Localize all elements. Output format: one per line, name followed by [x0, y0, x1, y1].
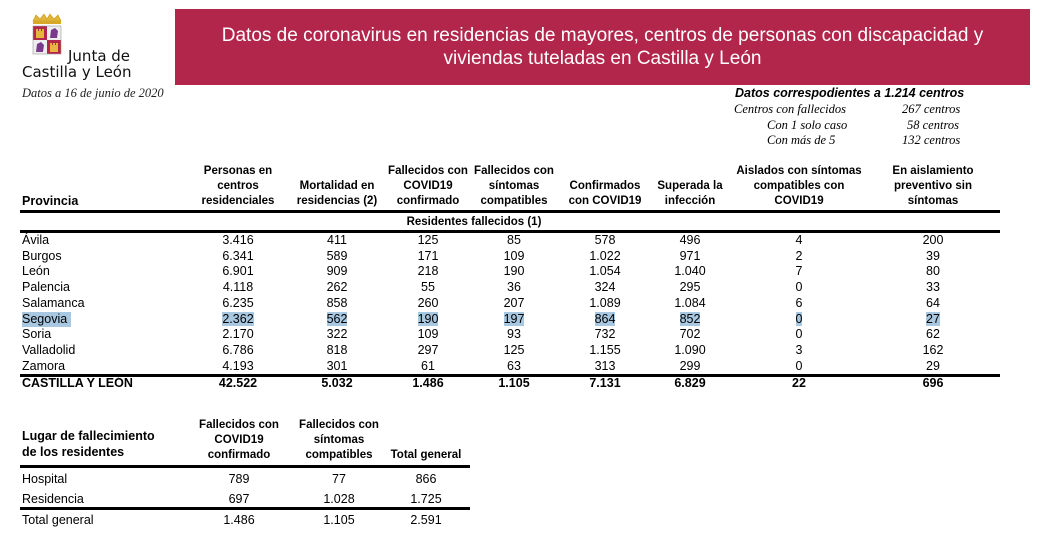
cell-col-7	[759, 312, 839, 327]
cell-col-7	[759, 296, 839, 311]
cell-value: 324	[594, 280, 616, 295]
cell-value: 909	[326, 264, 348, 279]
cell-col-7	[759, 343, 839, 358]
province-name: Palencia	[22, 280, 70, 295]
cell-value: 1.155	[589, 342, 621, 357]
cell-col-7	[759, 233, 839, 248]
cell-value: 125	[503, 342, 525, 357]
table-row-total	[0, 376, 1000, 391]
cell-col-8	[893, 327, 973, 342]
cell-value: 85	[507, 233, 521, 247]
cell-value: 732	[594, 327, 616, 342]
cell-col-4	[474, 296, 554, 311]
cell-value: 29	[926, 358, 940, 373]
province-name: Ávila	[22, 233, 50, 247]
table-row-valladolid	[0, 343, 1000, 358]
cell-value: 322	[326, 327, 348, 342]
cell-value: 0	[795, 311, 803, 326]
cell-value: 6.235	[222, 295, 254, 310]
place-header-col-2	[289, 418, 389, 463]
cell-value: 1.084	[674, 295, 706, 310]
cell-value: 262	[326, 280, 348, 295]
place-cell-col-1: 789	[228, 472, 250, 486]
cell-col-6	[650, 249, 730, 264]
table-row-zamora	[0, 359, 1000, 374]
header-col-8-line: preventivo sin	[894, 180, 972, 192]
province-name: Burgos	[22, 248, 62, 263]
header-col-7-line: Aislados con síntomas	[736, 165, 862, 177]
cell-col-6	[650, 312, 730, 327]
cell-value: 27	[926, 311, 940, 326]
place-cell-col-1: 697	[228, 492, 250, 506]
cell-value: 299	[679, 358, 701, 373]
place-header-col-1	[189, 418, 289, 463]
cell-value: 295	[679, 280, 701, 295]
total-col-4: 1.105	[498, 376, 530, 390]
cell-value: 562	[326, 311, 348, 326]
cell-value: 4.193	[222, 358, 254, 373]
place-header-rule	[20, 465, 470, 468]
header-col-5	[560, 179, 650, 209]
cell-value: 36	[507, 280, 521, 295]
cell-value: 63	[507, 358, 521, 373]
cell-col-8	[893, 312, 973, 327]
cell-value: 80	[926, 264, 940, 279]
place-cell-col-2: 77	[332, 472, 346, 486]
cell-value: 496	[679, 233, 701, 247]
place-header-line: síntomas	[313, 434, 365, 446]
province-name: Soria	[22, 327, 52, 342]
centros-value-1: 58 centros	[907, 118, 959, 132]
header-col-3	[381, 164, 476, 209]
cell-col-4	[474, 233, 554, 248]
cell-value: 7	[795, 264, 803, 279]
cell-col-3	[388, 296, 468, 311]
header-lugar-line: de los residentes	[22, 445, 125, 459]
cell-col-5	[565, 343, 645, 358]
cell-value: 2.170	[222, 327, 254, 342]
total-col-3: 1.486	[412, 376, 444, 390]
centros-value-0: 267 centros	[902, 102, 961, 116]
cell-value: 411	[327, 233, 347, 247]
centros-value-2: 132 centros	[902, 133, 961, 147]
cell-col-5	[565, 327, 645, 342]
cell-col-7	[759, 264, 839, 279]
cell-col-5	[565, 359, 645, 374]
cell-col-1	[198, 296, 278, 311]
total-col-8: 696	[922, 376, 944, 390]
province-name: León	[22, 264, 50, 279]
cell-value: 0	[795, 280, 803, 295]
place-header-line: compatibles	[305, 449, 373, 461]
cell-col-8	[893, 280, 973, 295]
cell-col-3	[388, 359, 468, 374]
cell-col-8	[893, 249, 973, 264]
cell-value: 2	[795, 248, 803, 263]
cell-col-3	[388, 280, 468, 295]
header-col-4-line: compatibles	[480, 195, 548, 207]
place-total-col-1: 1.486	[223, 513, 255, 527]
header-col-4	[467, 164, 562, 209]
cell-value: 4.118	[222, 280, 254, 295]
place-row-hospital	[0, 472, 470, 487]
header-col-3-line: COVID19	[403, 180, 453, 192]
subheader-residentes-fallecidos: Residentes fallecidos (1)	[406, 216, 542, 228]
cell-col-4	[474, 280, 554, 295]
place-total-rule	[20, 507, 470, 510]
cell-col-6	[650, 296, 730, 311]
cell-col-6	[650, 264, 730, 279]
header-col-2	[287, 179, 387, 209]
cell-col-6	[650, 343, 730, 358]
cell-col-1	[198, 327, 278, 342]
province-name: Valladolid	[22, 342, 76, 357]
province-name: Salamanca	[22, 295, 85, 310]
cell-col-7	[759, 280, 839, 295]
cell-value: 702	[679, 327, 701, 342]
cell-value: 0	[795, 358, 803, 373]
place-header-line: COVID19	[214, 434, 264, 446]
cell-value: 313	[594, 358, 616, 373]
cell-col-7	[759, 359, 839, 374]
cell-col-2	[297, 296, 377, 311]
cell-value: 1.022	[589, 248, 621, 263]
cell-col-1	[198, 233, 278, 248]
header-col-4-line: Fallecidos con	[474, 165, 554, 177]
total-col-2: 5.032	[321, 376, 353, 390]
cell-col-6	[650, 327, 730, 342]
cell-col-4	[474, 359, 554, 374]
cell-value: 55	[421, 280, 435, 295]
cell-value: 1.040	[674, 264, 706, 279]
cell-value: 260	[417, 295, 439, 310]
cell-value: 33	[926, 280, 940, 295]
province-name: Segovia	[22, 312, 71, 327]
cell-col-3	[388, 249, 468, 264]
place-row-residencia	[0, 492, 470, 507]
cell-col-1	[198, 312, 278, 327]
cell-value: 109	[503, 248, 525, 263]
cell-value: 3.416	[222, 233, 254, 247]
cell-value: 301	[326, 358, 348, 373]
place-name: Residencia	[22, 492, 84, 506]
header-col-1-line: centros	[217, 180, 259, 192]
cell-col-8	[893, 359, 973, 374]
cell-col-5	[565, 280, 645, 295]
cell-col-4	[474, 249, 554, 264]
cell-value: 171	[417, 248, 439, 263]
cell-value: 1.054	[589, 264, 621, 279]
table-row-soria	[0, 327, 1000, 342]
header-rule	[20, 210, 1000, 213]
cell-col-7	[759, 327, 839, 342]
cell-value: 190	[503, 264, 525, 279]
table-row-palencia	[0, 280, 1000, 295]
cell-value: 297	[417, 342, 439, 357]
cell-col-5	[565, 233, 645, 248]
cell-col-2	[297, 312, 377, 327]
cell-col-2	[297, 327, 377, 342]
cell-value: 62	[926, 327, 940, 342]
cell-value: 6.341	[222, 248, 254, 263]
cell-col-3	[388, 264, 468, 279]
logo-line-1: Junta de	[68, 47, 131, 65]
header-lugar-line: Lugar de fallecimiento	[22, 429, 155, 443]
centros-label-2: Con más de 5	[767, 133, 836, 147]
place-total-col-3: 2.591	[410, 513, 442, 527]
cell-value: 1.090	[674, 342, 706, 357]
cell-value: 109	[417, 327, 439, 342]
cell-value: 818	[326, 342, 348, 357]
cell-col-2	[297, 343, 377, 358]
cell-col-1	[198, 280, 278, 295]
header-col-6-line: Superada la	[657, 180, 723, 192]
centros-label-1: Con 1 solo caso	[767, 118, 848, 132]
cell-value: 852	[679, 311, 701, 326]
cell-col-4	[474, 327, 554, 342]
cell-col-6	[650, 233, 730, 248]
cell-col-1	[198, 249, 278, 264]
cell-value: 218	[417, 264, 439, 279]
cell-value: 162	[922, 342, 944, 357]
total-label: CASTILLA Y LEÓN	[22, 376, 133, 390]
cell-value: 93	[507, 327, 521, 342]
header-col-1-line: Personas en	[203, 165, 273, 177]
header-col-5-line: con COVID19	[568, 195, 642, 207]
header-col-2-line: residencias (2)	[296, 195, 378, 207]
cell-col-1	[198, 264, 278, 279]
cell-col-8	[893, 264, 973, 279]
total-col-7: 22	[792, 376, 806, 390]
place-header-line: Total general	[390, 449, 462, 461]
cell-value: 858	[326, 295, 348, 310]
report-date: Datos a 16 de junio de 2020	[22, 86, 164, 100]
cell-col-5	[565, 296, 645, 311]
header-col-6-line: infección	[664, 195, 716, 207]
cell-value: 1.089	[589, 295, 621, 310]
header-col-1-line: residenciales	[201, 195, 275, 207]
cell-col-4	[474, 312, 554, 327]
cell-col-5	[565, 249, 645, 264]
total-col-1: 42.522	[218, 376, 258, 390]
place-total-col-2: 1.105	[323, 513, 355, 527]
cell-value: 0	[795, 327, 803, 342]
cell-col-3	[388, 233, 468, 248]
place-header-col-3	[381, 448, 471, 463]
centros-title: Datos correspodientes a 1.214 centros	[735, 86, 965, 100]
cell-col-3	[388, 327, 468, 342]
cell-value: 3	[795, 342, 803, 357]
cell-col-6	[650, 280, 730, 295]
header-col-7-line: compatibles con	[753, 180, 845, 192]
total-col-6: 6.829	[674, 376, 706, 390]
header-provincia: Provincia	[22, 194, 79, 208]
header-lugar	[22, 428, 155, 460]
header-col-7-line: COVID19	[774, 195, 824, 207]
cell-value: 207	[503, 295, 525, 310]
cell-col-8	[893, 343, 973, 358]
cell-value: 971	[679, 248, 701, 263]
title-banner	[175, 9, 1030, 85]
place-header-line: Fallecidos con	[299, 419, 379, 431]
place-row-total	[0, 513, 470, 528]
cell-col-5	[565, 312, 645, 327]
cell-col-2	[297, 249, 377, 264]
header-col-4-line: síntomas	[488, 180, 540, 192]
logo	[22, 12, 172, 84]
table-row-burgos	[0, 249, 1000, 264]
centros-label-0: Centros con fallecidos	[734, 102, 847, 116]
cell-col-2	[297, 280, 377, 295]
province-name: Zamora	[22, 358, 66, 373]
cell-value: 864	[594, 311, 616, 326]
place-header-line: Fallecidos con	[199, 419, 279, 431]
header-col-8-line: En aislamiento	[892, 165, 974, 177]
cell-value: 6.901	[222, 264, 254, 279]
header-col-3-line: Fallecidos con	[388, 165, 468, 177]
cell-value: 578	[594, 233, 616, 247]
header-col-5-line: Confirmados	[569, 180, 641, 192]
cell-col-3	[388, 312, 468, 327]
header-col-1	[188, 164, 288, 209]
place-header-line: confirmado	[207, 449, 271, 461]
place-cell-col-3: 866	[415, 472, 437, 486]
cell-value: 6.786	[222, 342, 254, 357]
cell-value: 125	[417, 233, 439, 247]
cell-col-2	[297, 359, 377, 374]
header-col-8	[873, 164, 993, 209]
cell-col-8	[893, 296, 973, 311]
cell-value: 589	[326, 248, 348, 263]
page-title: Datos de coronavirus en residencias de mayores, centros de personas con discapacidad y viviendas tuteladas en Castilla y León	[221, 25, 984, 69]
header-col-7	[724, 164, 874, 209]
logo-line-2: Castilla y León	[22, 63, 132, 81]
cell-col-6	[650, 359, 730, 374]
cell-value: 190	[417, 311, 439, 326]
cell-value: 6	[795, 295, 803, 310]
cell-value: 64	[926, 295, 940, 310]
cell-value: 61	[421, 358, 435, 373]
table-row-segovia	[0, 312, 1000, 327]
table-row-ávila	[0, 233, 1000, 248]
cell-col-8	[893, 233, 973, 248]
header-col-6	[650, 179, 730, 209]
header-col-2-line: Mortalidad en	[299, 180, 375, 192]
cell-col-5	[565, 264, 645, 279]
cell-value: 4	[795, 233, 803, 247]
place-cell-col-2: 1.028	[323, 492, 355, 506]
cell-col-1	[198, 359, 278, 374]
cell-col-4	[474, 343, 554, 358]
header-col-8-line: síntomas	[907, 195, 959, 207]
cell-col-2	[297, 264, 377, 279]
cell-col-3	[388, 343, 468, 358]
cell-col-1	[198, 343, 278, 358]
place-cell-col-3: 1.725	[410, 492, 442, 506]
cell-value: 39	[926, 248, 940, 263]
cell-col-7	[759, 249, 839, 264]
cell-value: 197	[503, 311, 525, 326]
coat-of-arms-icon	[30, 12, 64, 62]
header-col-3-line: confirmado	[396, 195, 460, 207]
cell-value: 2.362	[222, 311, 254, 326]
cell-value: 200	[922, 233, 944, 247]
table-row-salamanca	[0, 296, 1000, 311]
place-total-label: Total general	[22, 513, 94, 527]
cell-col-2	[297, 233, 377, 248]
total-col-5: 7.131	[589, 376, 621, 390]
table-row-león	[0, 264, 1000, 279]
cell-col-4	[474, 264, 554, 279]
place-name: Hospital	[22, 472, 68, 486]
